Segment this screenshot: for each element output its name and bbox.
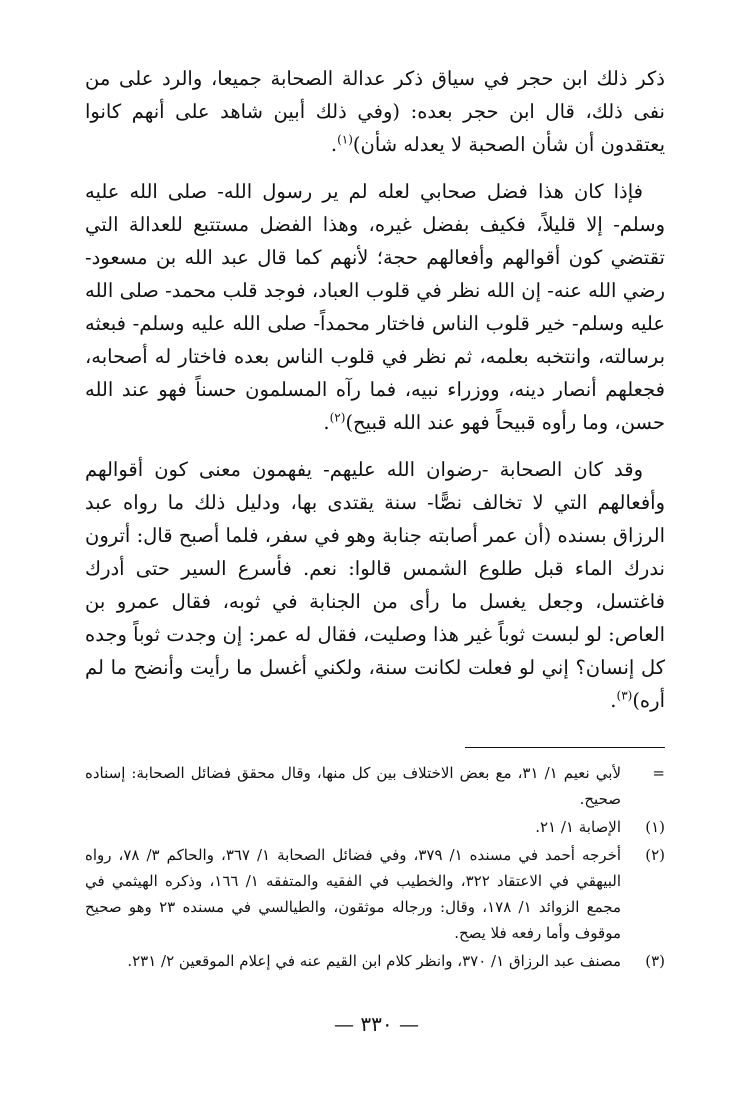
footnote-mark: =	[652, 764, 665, 782]
footnote-ref-1: (١)	[337, 132, 353, 147]
paragraph-3	[85, 453, 665, 717]
paragraph-3-text: وقد كان الصحابة -رضوان الله عليهم- يفهمون معنى كون أقوالهم وأفعالهم التي لا تخالف نصًّا- سنة يقتدى بها، ودليل ذلك ما رواه عبد الرزاق بسنده (أن عمر أصابته جنابة وهو في سفر، فلما أصبح قال: أترون ندرك الماء قبل طلوع الشمس قالوا: نعم. فأسرع السير حتى أدرك فاغتسل، وجعل يغسل ما رأى من الجنابة في ثوبه، فقال عمرو بن العاص: لو لبست ثوباً غير هذا وصليت، فقال له عمر: إن وجدت ثوباً وجده كل إنسان؟ إني لو فعلت لكانت سنة، ولكني أغسل ما رأيت وأنضح ما لم أره)	[85, 458, 665, 712]
footnote-ref-2: (٢)	[329, 410, 346, 425]
footnote-text: أخرجه أحمد في مسنده ١/ ٣٧٩، وفي فضائل الصحابة ١/ ٣٦٧، والحاكم ٣/ ٧٨، رواه البيهقي في الاعتقاد ٣٢٢، والخطيب في الفقيه والمتفقه ١/ ١٦٦، وذكره الهيثمي في مجمع الزوائد ١/ ١٧٨، وقال: ورجاله موثقون، والطيالسي في مسنده ٢٣ وهو صحيح موقوف وأما رفعه فلا يصح.	[85, 846, 622, 942]
footnote-ref-3: (٣)	[616, 688, 633, 703]
main-text	[85, 62, 665, 717]
paragraph-2-tail: .	[323, 411, 330, 434]
footnote-divider	[465, 747, 665, 748]
page-number: — ٣٣٠ —	[334, 1012, 419, 1036]
footnote-2	[85, 842, 665, 946]
footnote-1	[85, 814, 665, 840]
footnote-mark: (٣)	[645, 952, 665, 970]
paragraph-1	[85, 62, 665, 161]
footnote-text: مصنف عبد الرزاق ١/ ٣٧٠، وانظر كلام ابن القيم عنه في إعلام الموقعين ٢/ ٢٣١.	[127, 952, 621, 970]
footnote-mark: (٢)	[645, 846, 665, 864]
paragraph-1-tail: .	[330, 133, 338, 156]
footnote-text: لأبي نعيم ١/ ٣١، مع بعض الاختلاف بين كل منها، وقال محقق فضائل الصحابة: إسناده صحيح.	[85, 764, 621, 808]
paragraph-2	[85, 175, 665, 439]
footnote-3	[85, 948, 665, 974]
footnote-text: الإصابة ١/ ٢١.	[535, 818, 621, 836]
footnote-mark: (١)	[645, 818, 665, 836]
footnotes	[85, 760, 665, 976]
footnote-continued	[85, 760, 665, 812]
paragraph-1-text: ذكر ذلك ابن حجر في سياق ذكر عدالة الصحابة جميعا، والرد على من نفى ذلك، قال ابن حجر بعده: (وفي ذلك أبين شاهد على أنهم كانوا يعتقدون أن شأن الصحبة لا يعدله شأن)	[85, 67, 665, 156]
paragraph-2-text: فإذا كان هذا فضل صحابي لعله لم ير رسول الله- صلى الله عليه وسلم- إلا قليلاً، فكيف بفضل غيره، وهذا الفضل مستتبع للعدالة التي تقتضي كون أقوالهم وأفعالهم حجة؛ لأنهم كما قال عبد الله بن مسعود- رضي الله عنه- إن الله نظر في قلوب العباد، فوجد قلب محمد- صلى الله عليه وسلم- خير قلوب الناس فاختار محمداً- صلى الله عليه وسلم- فبعثه برسالته، وانتخبه بعلمه، ثم نظر في قلوب الناس بعده فاختار له أصحابه، فجعلهم أنصار دينه، ووزراء نبيه، فما رآه المسلمون حسناً فهو عند الله حسن، وما رأوه قبيحاً فهو عند الله قبيح)	[85, 180, 665, 434]
paragraph-3-tail: .	[610, 689, 617, 712]
